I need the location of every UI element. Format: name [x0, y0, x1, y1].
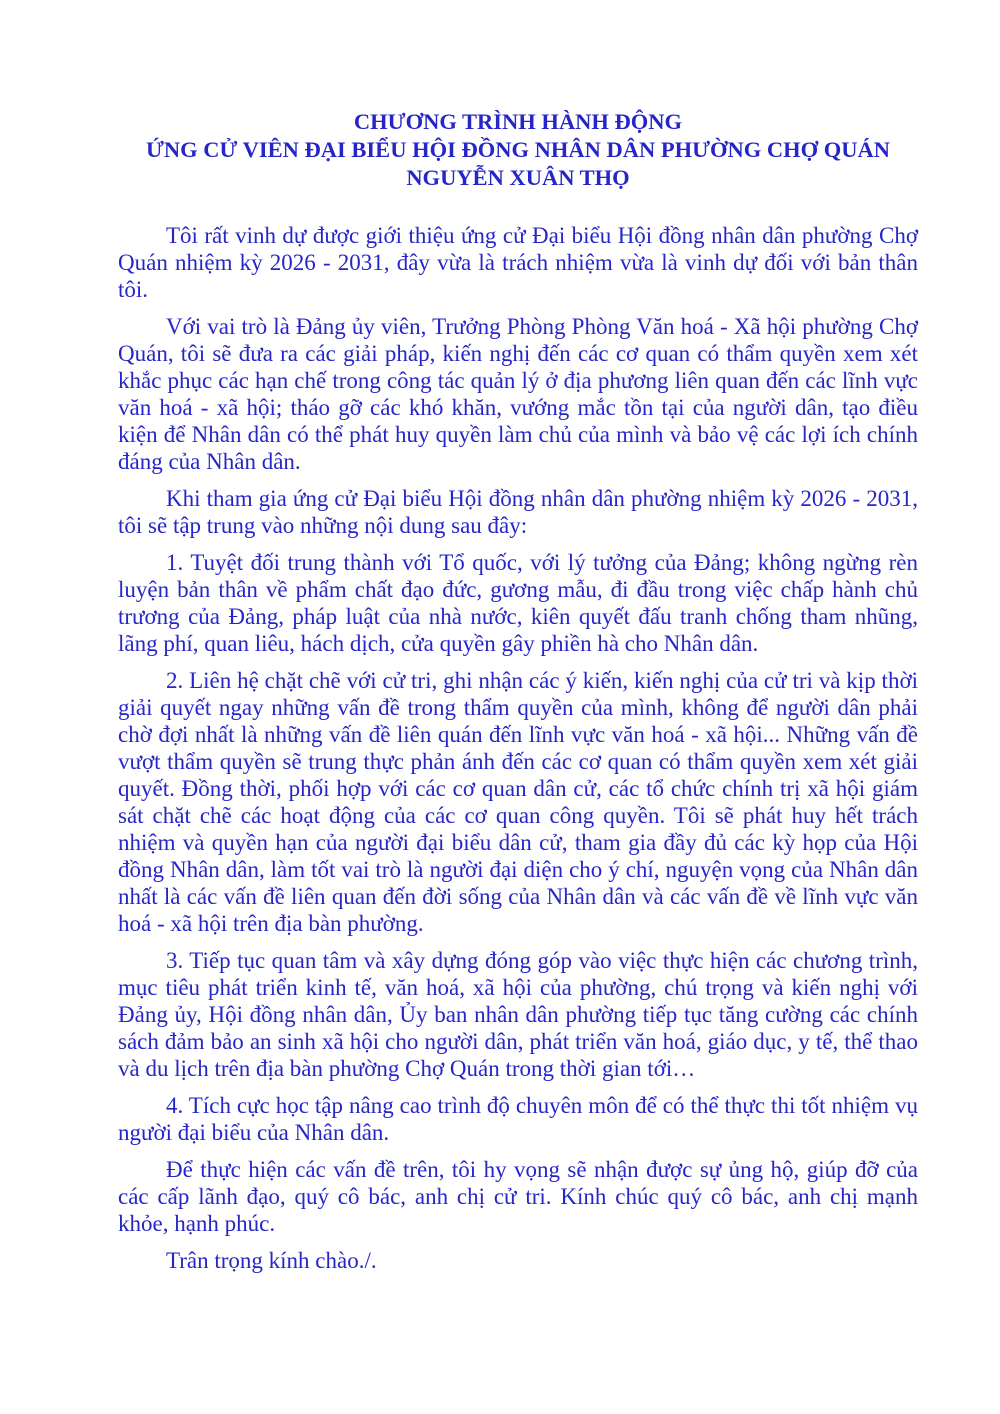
commitment-item-1: 1. Tuyệt đối trung thành với Tổ quốc, với lý tưởng của Đảng; không ngừng rèn luyện bản thân về phẩm chất đạo đức, gương mẫu, đi đầu trong việc chấp hành chủ trương của Đảng, pháp luật của nhà nước, kiên quyết đấu tranh chống tham nhũng, lãng phí, quan liêu, hách dịch, cửa quyền gây phiền hà cho Nhân dân. [118, 550, 918, 656]
document-page [118, 108, 918, 1274]
title-line-3: NGUYỄN XUÂN THỌ [406, 165, 630, 190]
title-line-2: ỨNG CỬ VIÊN ĐẠI BIỂU HỘI ĐỒNG NHÂN DÂN PHƯỜNG CHỢ QUÁN [146, 137, 890, 162]
document-title [118, 108, 918, 192]
commitment-item-3: 3. Tiếp tục quan tâm và xây dựng đóng góp vào việc thực hiện các chương trình, mục tiêu phát triển kinh tế, văn hoá, xã hội của phường, chú trọng và kiến nghị với Đảng ủy, Hội đồng nhân dân, Ủy ban nhân dân phường tiếp tục tăng cường các chính sách đảm bảo an sinh xã hội cho người dân, phát triển văn hoá, giáo dục, y tế, thể thao và du lịch trên địa bàn phường Chợ Quán trong thời gian tới… [118, 948, 918, 1081]
commitment-item-2: 2. Liên hệ chặt chẽ với cử tri, ghi nhận các ý kiến, kiến nghị của cử tri và kịp thời giải quyết ngay những vấn đề trong thẩm quyền của mình, không để người dân phải chờ đợi nhất là những vấn đề liên quán đến lĩnh vực văn hoá - xã hội... Những vấn đề vượt thẩm quyền sẽ trung thực phản ánh đến các cơ quan có thẩm quyền xem xét giải quyết. Đồng thời, phối hợp với các cơ quan dân cử, các tổ chức chính trị xã hội giám sát chặt chẽ các hoạt động của các cơ quan công quyền. Tôi sẽ phát huy hết trách nhiệm và quyền hạn của người đại biểu dân cử, tham gia đầy đủ các kỳ họp của Hội đồng Nhân dân, làm tốt vai trò là người đại diện cho ý chí, nguyện vọng của Nhân dân nhất là các vấn đề liên quan đến đời sống của Nhân dân và các vấn đề về lĩnh vực văn hoá - xã hội trên địa bàn phường. [118, 668, 918, 936]
focus-intro-paragraph: Khi tham gia ứng cử Đại biểu Hội đồng nhân dân phường nhiệm kỳ 2026 - 2031, tôi sẽ tập trung vào những nội dung sau đây: [118, 486, 918, 538]
title-line-1: CHƯƠNG TRÌNH HÀNH ĐỘNG [353, 109, 683, 134]
wishes-paragraph: Để thực hiện các vấn đề trên, tôi hy vọng sẽ nhận được sự ủng hộ, giúp đỡ của các cấp lãnh đạo, quý cô bác, anh chị cử tri. Kính chúc quý cô bác, anh chị mạnh khỏe, hạnh phúc. [118, 1157, 918, 1236]
intro-paragraph: Tôi rất vinh dự được giới thiệu ứng cử Đại biểu Hội đồng nhân dân phường Chợ Quán nhiệm kỳ 2026 - 2031, đây vừa là trách nhiệm vừa là vinh dự đối với bản thân tôi. [118, 223, 918, 302]
closing-line: Trân trọng kính chào./. [166, 1248, 377, 1273]
role-paragraph: Với vai trò là Đảng ủy viên, Trưởng Phòng Phòng Văn hoá - Xã hội phường Chợ Quán, tôi sẽ đưa ra các giải pháp, kiến nghị đến các cơ quan có thẩm quyền xem xét khắc phục các hạn chế trong công tác quản lý ở địa phương liên quan đến các lĩnh vực văn hoá - xã hội; tháo gỡ các khó khăn, vướng mắc tồn tại của người dân, tạo điều kiện để Nhân dân có thể phát huy quyền làm chủ của mình và bảo vệ các lợi ích chính đáng của Nhân dân. [118, 314, 918, 474]
commitment-item-4: 4. Tích cực học tập nâng cao trình độ chuyên môn để có thể thực thi tốt nhiệm vụ người đại biểu của Nhân dân. [118, 1093, 918, 1145]
